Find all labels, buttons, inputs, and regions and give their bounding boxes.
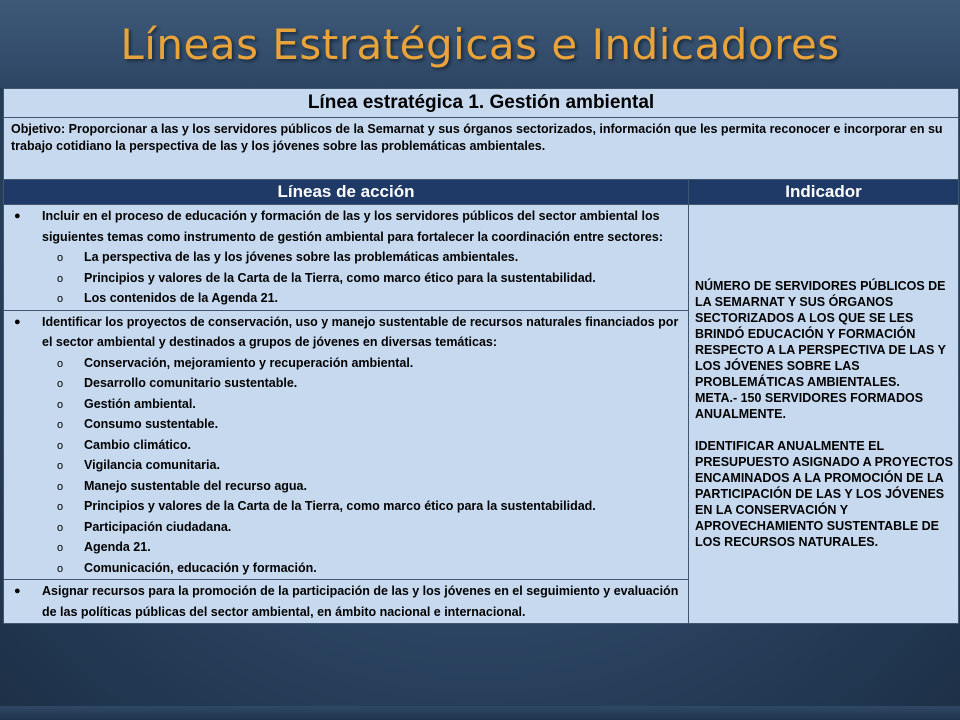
- circle-bullet-icon: o: [57, 542, 64, 554]
- objective-text: Objetivo: Proporcionar a las y los servidores públicos de la Semarnat y sus órganos sectorizados, información que les permita reconocer e incorporar en su trabajo cotidiano la perspectiva de las y los jóvenes sobre las problemáticas ambientales.: [4, 118, 959, 180]
- circle-bullet-icon: o: [57, 501, 64, 513]
- action-subitem: o Agenda 21.: [12, 537, 680, 558]
- action-cell-3: [4, 580, 689, 624]
- circle-bullet-icon: o: [57, 562, 64, 575]
- circle-bullet-icon: o: [57, 460, 64, 472]
- slide-footer-band: [0, 706, 960, 720]
- action-subitem: o Gestión ambiental.: [12, 394, 680, 415]
- indicator-second: IDENTIFICAR ANUALMENTE EL PRESUPUESTO ASIGNADO A PROYECTOS ENCAMINADOS A LA PROMOCIÓN DE LA PARTICIPACIÓN DE LAS Y LOS JÓVENES EN LA CONSERVACIÓN Y APROVECHAMIENTO SUSTENTABLE DE LOS RECURSOS NATURALES.: [695, 439, 953, 549]
- circle-bullet-icon: o: [57, 378, 64, 390]
- indicator-goal: META.- 150 SERVIDORES FORMADOS ANUALMENTE.: [695, 391, 924, 421]
- slide-title: Líneas Estratégicas e Indicadores: [120, 20, 840, 69]
- action-cell-2: [4, 310, 689, 580]
- column-header-actions: Líneas de acción: [4, 180, 689, 205]
- strategic-line-header: Línea estratégica 1. Gestión ambiental: [4, 89, 959, 118]
- action-subitem: o Consumo sustentable.: [12, 414, 680, 435]
- circle-bullet-icon: o: [57, 357, 64, 370]
- circle-bullet-icon: o: [57, 252, 64, 264]
- action-subitem: o Conservación, mejoramiento y recuperación ambiental.: [12, 353, 680, 374]
- action-subitem: o Los contenidos de la Agenda 21.: [12, 288, 680, 309]
- action-subitem: o Participación ciudadana.: [12, 517, 680, 538]
- circle-bullet-icon: o: [57, 398, 64, 411]
- action-item: ● Asignar recursos para la promoción de la participación de las y los jóvenes en el seguimiento y evaluación de las políticas públicas del sector ambiental, en ámbito nacional e internacional.: [12, 581, 680, 622]
- action-item: ● Identificar los proyectos de conservación, uso y manejo sustentable de recursos naturales financiados por el sector ambiental y destinados a grupos de jóvenes en diversas temáticas:: [12, 312, 680, 353]
- circle-bullet-icon: o: [57, 419, 64, 431]
- action-item: ● Incluir en el proceso de educación y formación de las y los servidores públicos del sector ambiental los siguientes temas como instrumento de gestión ambiental para fortalecer la coordinación entre sectores:: [12, 206, 680, 247]
- indicator-cell: [689, 205, 959, 624]
- action-subitem: o Vigilancia comunitaria.: [12, 455, 680, 476]
- action-subitem: o Manejo sustentable del recurso agua.: [12, 476, 680, 497]
- circle-bullet-icon: o: [57, 480, 64, 493]
- action-subitem: o Principios y valores de la Carta de la Tierra, como marco ético para la sustentabilidad.: [12, 268, 680, 289]
- indicator-first: NÚMERO DE SERVIDORES PÚBLICOS DE LA SEMARNAT Y SUS ÓRGANOS SECTORIZADOS A LOS QUE SE LES BRINDÓ EDUCACIÓN Y FORMACIÓN RESPECTO A LA PERSPECTIVA DE LAS Y LOS JÓVENES SOBRE LAS PROBLEMÁTICAS AMBIENTALES.: [695, 279, 946, 389]
- action-subitem: o Comunicación, educación y formación.: [12, 558, 680, 579]
- circle-bullet-icon: o: [57, 439, 64, 452]
- circle-bullet-icon: o: [57, 293, 64, 305]
- action-subitem: o Principios y valores de la Carta de la Tierra, como marco ético para la sustentabilidad.: [12, 496, 680, 517]
- action-subitem: o La perspectiva de las y los jóvenes sobre las problemáticas ambientales.: [12, 247, 680, 268]
- strategic-line-table: [3, 88, 959, 624]
- bullet-icon: ●: [14, 585, 21, 597]
- column-header-indicator: Indicador: [689, 180, 959, 205]
- action-subitem: o Cambio climático.: [12, 435, 680, 456]
- bullet-icon: ●: [14, 315, 21, 328]
- circle-bullet-icon: o: [57, 521, 64, 534]
- bullet-icon: ●: [14, 210, 21, 222]
- action-subitem: o Desarrollo comunitario sustentable.: [12, 373, 680, 394]
- circle-bullet-icon: o: [57, 272, 64, 285]
- action-cell-1: [4, 205, 689, 311]
